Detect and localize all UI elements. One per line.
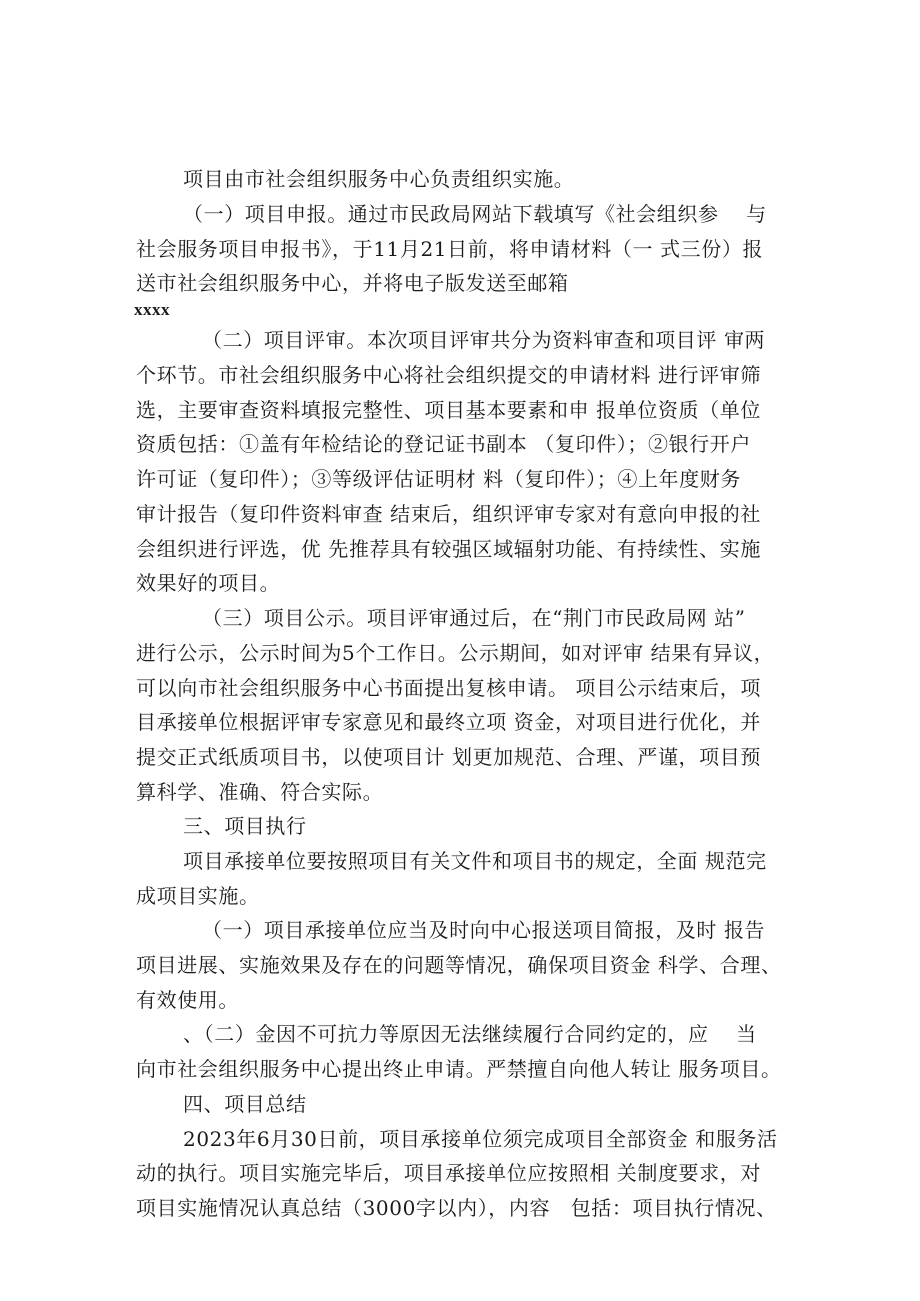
- paragraph-line: 2023年6月30日前，项目承接单位须完成项目全部资金 和服务活: [183, 1127, 778, 1151]
- paragraph-line: 送市社会组织服务中心，并将电子版发送至邮箱: [136, 271, 569, 295]
- paragraph-line: 效果好的项目。: [136, 571, 281, 595]
- paragraph-line: （一）项目申报。通过市民政局网站下载填写《社会组织参 与: [183, 202, 767, 226]
- paragraph-line: 项目承接单位要按照项目有关文件和项目书的规定，全面 规范完: [183, 849, 767, 873]
- paragraph-line: 可以向市社会组织服务中心书面提出复核申请。 项目公示结束后，项: [136, 676, 761, 700]
- paragraph-line: 审计报告（复印件资料审查 结束后，组织评审专家对有意向申报的社: [136, 502, 761, 526]
- section-heading: 四、项目总结: [183, 1092, 307, 1116]
- paragraph-line: 动的执行。项目实施完毕后，项目承接单位应按照相 关制度要求，对: [136, 1161, 761, 1185]
- paragraph-line: 社会服务项目申报书》，于11月21日前，将申请材料（一 式三份）报: [136, 237, 764, 261]
- paragraph-line: （三）项目公示。项目评审通过后，在“荆门市民政局网 站”: [202, 606, 746, 630]
- paragraph-line: 项目进展、实施效果及存在的问题等情况，确保项目资金 科学、合理、: [136, 953, 782, 977]
- email-placeholder: xxxx: [134, 300, 170, 319]
- paragraph-line: （二）项目评审。本次项目评审共分为资料审查和项目评 审两: [202, 328, 766, 352]
- paragraph-line: 选，主要审查资料填报完整性、项目基本要素和申 报单位资质（单位: [136, 398, 761, 422]
- paragraph-line: 项目实施情况认真总结（3000字以内），内容 包括：项目执行情况、: [136, 1196, 777, 1220]
- paragraph-line: 会组织进行评选，优 先推荐具有较强区域辐射功能、有持续性、实施: [136, 537, 761, 561]
- paragraph-line: 个环节。市社会组织服务中心将社会组织提交的申请材料 进行评审筛: [136, 363, 761, 387]
- paragraph-line: 进行公示，公示时间为5个工作日。公示期间，如对评审 结果有异议，: [136, 641, 775, 665]
- paragraph-line: 向市社会组织服务中心提出终止申请。严禁擅自向他人转让 服务项目。: [136, 1057, 782, 1081]
- paragraph-line: 目承接单位根据评审专家意见和最终立项 资金，对项目进行优化，并: [136, 710, 761, 734]
- paragraph-line: 提交正式纸质项目书，以使项目计 划更加规范、合理、严谨，项目预: [136, 745, 761, 769]
- paragraph-line: 资质包括：①盖有年检结论的登记证书副本 （复印件）；②银行开户: [136, 432, 751, 456]
- paragraph-line: 有效使用。: [136, 988, 239, 1012]
- section-heading: 三、项目执行: [183, 814, 307, 838]
- paragraph-line: 成项目实施。: [136, 884, 260, 908]
- paragraph-line: 许可证（复印件）；③等级评估证明材 料（复印件）；④上年度财务: [136, 467, 741, 491]
- paragraph-line: 算科学、准确、符合实际。: [136, 780, 384, 804]
- paragraph-line: （一）项目承接单位应当及时向中心报送项目简报，及时 报告: [202, 918, 766, 942]
- paragraph-line: 、（二）金因不可抗力等原因无法继续履行合同约定的，应 当: [183, 1022, 757, 1046]
- paragraph-line: 项目由市社会组织服务中心负责组织实施。: [183, 167, 575, 191]
